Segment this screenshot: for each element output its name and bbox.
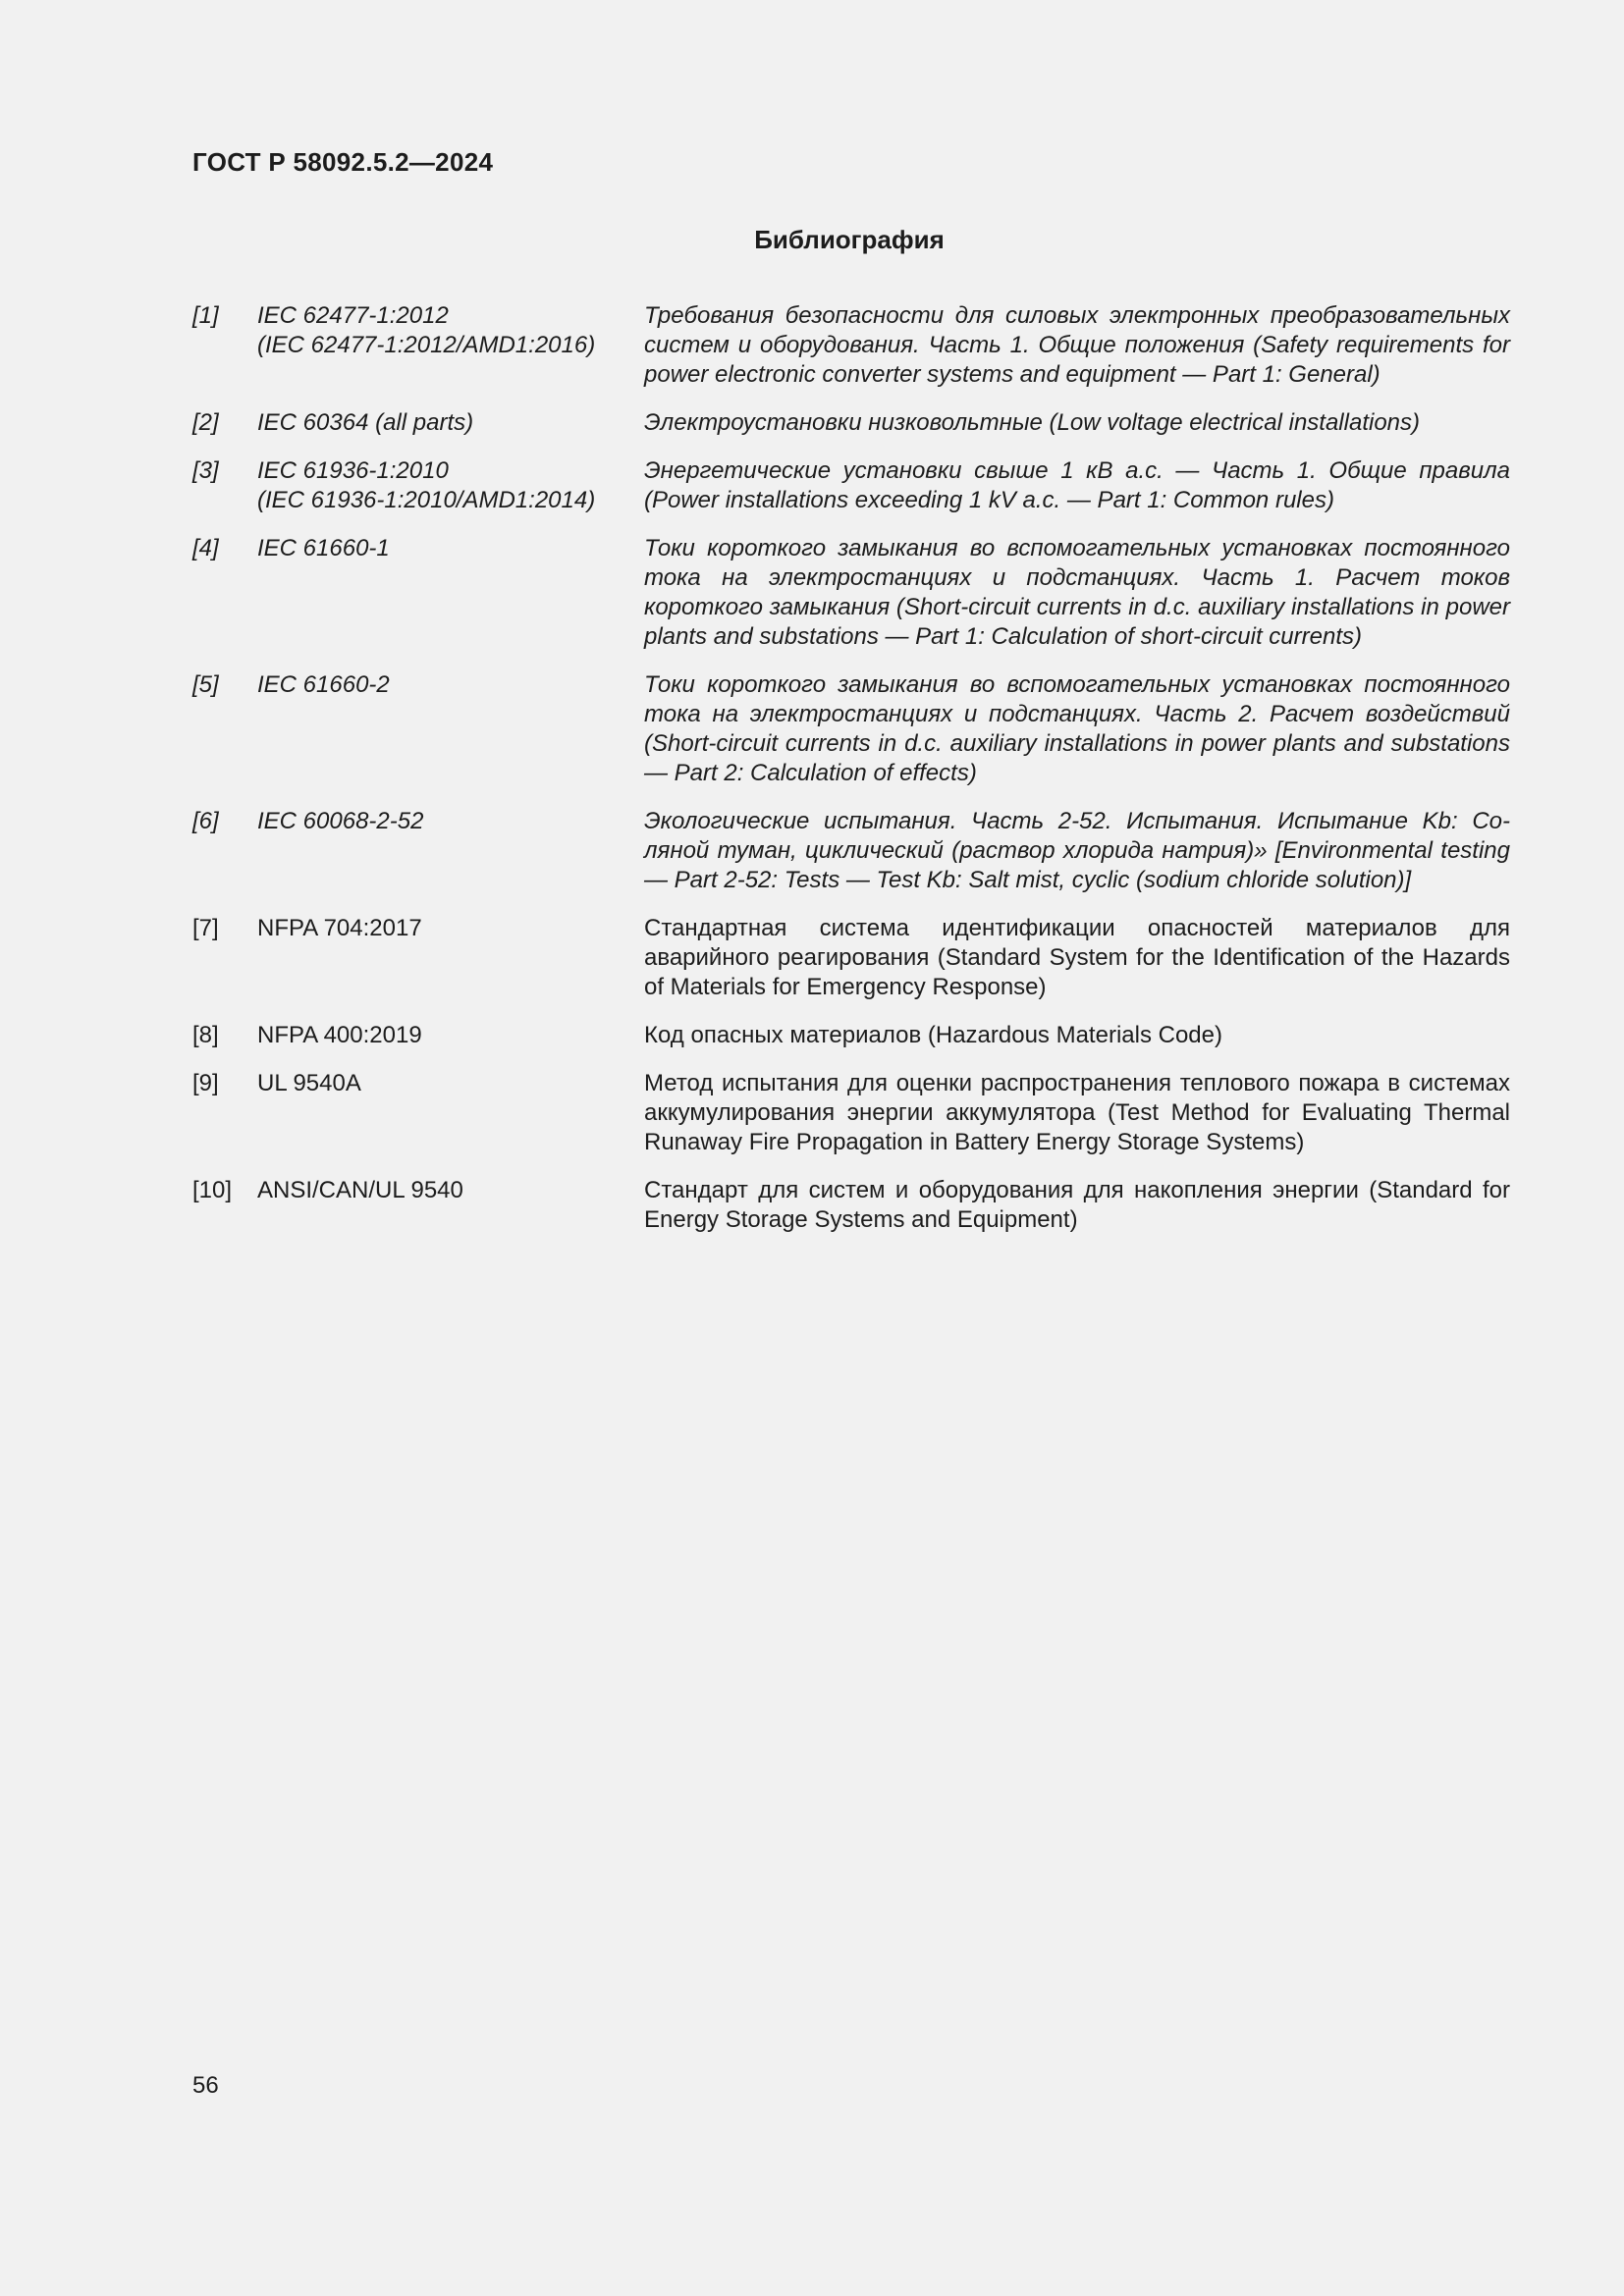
page-number: 56 (192, 2072, 219, 2099)
bibliography-entry-description: Токи короткого замыкания во вспомогательных установках постоянного тока на электростанциях и подстанциях. Часть 1. Расчет токов короткого замыкания (Short-circuit currents in d.c. auxiliary installations in power plants and substations — Part 1: Calculation of short-circuit currents) (644, 535, 1510, 650)
bibliography-entry (192, 301, 1510, 390)
bibliography-entry (192, 534, 1510, 652)
bibliography-entry-code-line: IEC 60068-2-52 (257, 808, 424, 834)
bibliography-entry-code-line: IEC 61936-1:2010 (257, 457, 449, 484)
bibliography-entry-description: Требования безопасности для силовых электронных преобразовательных систем и оборудования. Часть 1. Общие положения (Safety requirements for power electronic converter systems and equipment — Part 1: General) (644, 302, 1510, 388)
bibliography-entry-code (257, 1176, 640, 1205)
bibliography-entry-code-line: IEC 61660-1 (257, 535, 390, 561)
bibliography-entry-description: Стандартная система идентификации опасностей материалов для аварийного реагирования (Standard System for the Identification of the Hazards of Materials for Emergency Response) (644, 915, 1510, 1000)
bibliography-entry-code-line: (IEC 62477-1:2012/AMD1:2016) (257, 332, 596, 358)
bibliography-entry-code (257, 914, 640, 943)
bibliography-entry-number: [9] (192, 1070, 219, 1096)
bibliography-entry-code (257, 670, 640, 700)
bibliography-entry-number: [3] (192, 457, 219, 484)
bibliography-entry-code-line: UL 9540A (257, 1070, 361, 1096)
bibliography-entry-code-line: NFPA 704:2017 (257, 915, 422, 941)
bibliography-entry-number: [5] (192, 671, 219, 698)
bibliography-entry-code-line: IEC 62477-1:2012 (257, 302, 449, 329)
bibliography-entry-description: Электроустановки низковольтные (Low voltage electrical installations) (644, 409, 1421, 436)
bibliography-entry-code-line: IEC 60364 (all parts) (257, 409, 474, 436)
bibliography-entry (192, 670, 1510, 788)
bibliography-entry (192, 408, 1510, 438)
bibliography-entry-code (257, 408, 640, 438)
bibliography-entry-number: [8] (192, 1022, 219, 1048)
bibliography-entry (192, 914, 1510, 1002)
bibliography-list (192, 301, 1510, 1254)
bibliography-entry-description: Токи короткого замыкания во вспомогательных установках постоянного тока на электростанциях и подстанциях. Часть 2. Расчет воздействий (Short-circuit currents in d.c. auxiliary installations in power plants and substations — Part 2: Calculation of effects) (644, 671, 1510, 786)
bibliography-entry (192, 456, 1510, 515)
bibliography-entry (192, 1069, 1510, 1157)
bibliography-entry-number: [4] (192, 535, 219, 561)
bibliography-entry-code (257, 1021, 640, 1050)
bibliography-entry (192, 807, 1510, 895)
page-header-standard-id: ГОСТ Р 58092.5.2—2024 (192, 147, 494, 177)
bibliography-entry-code-line: (IEC 61936-1:2010/AMD1:2014) (257, 487, 596, 513)
bibliography-entry-description: Метод испытания для оценки распространения теплового пожара в системах аккумулирования энергии аккумулятора (Test Method for Evaluating Thermal Runaway Fire Propagation in Battery Energy Storage Systems) (644, 1070, 1510, 1155)
bibliography-entry (192, 1176, 1510, 1235)
bibliography-entry-code (257, 301, 640, 360)
bibliography-entry-code-line: NFPA 400:2019 (257, 1022, 422, 1048)
bibliography-entry-description: Энергетические установки свыше 1 кВ a.c. — Часть 1. Общие правила (Power installations exceeding 1 kV a.c. — Part 1: Common rules) (644, 457, 1510, 513)
bibliography-entry-code (257, 1069, 640, 1098)
bibliography-entry-code (257, 534, 640, 563)
bibliography-entry-code (257, 807, 640, 836)
bibliography-entry-code-line: ANSI/CAN/UL 9540 (257, 1177, 463, 1203)
bibliography-entry (192, 1021, 1510, 1050)
bibliography-entry-number: [6] (192, 808, 219, 834)
section-title (0, 225, 1624, 255)
bibliography-entry-description: Стандарт для систем и оборудования для накопления энергии (Standard for Energy Storage Systems and Equipment) (644, 1177, 1510, 1233)
page-title: Библиография (754, 225, 945, 254)
bibliography-entry-code-line: IEC 61660-2 (257, 671, 390, 698)
bibliography-entry-number: [2] (192, 409, 219, 436)
bibliography-entry-code (257, 456, 640, 515)
bibliography-entry-number: [1] (192, 302, 219, 329)
bibliography-entry-description: Код опасных материалов (Hazardous Materials Code) (644, 1022, 1222, 1048)
bibliography-entry-number: [7] (192, 915, 219, 941)
bibliography-entry-number: [10] (192, 1177, 233, 1203)
bibliography-entry-description: Экологические испытания. Часть 2-52. Испытания. Испытание Kb: Coляной туман, циклический (раствор хлорида натрия)» [Environmental testing — Part 2-52: Tests — Test Kb: Salt mist, cyclic (sodium chloride solution)] (644, 808, 1510, 893)
